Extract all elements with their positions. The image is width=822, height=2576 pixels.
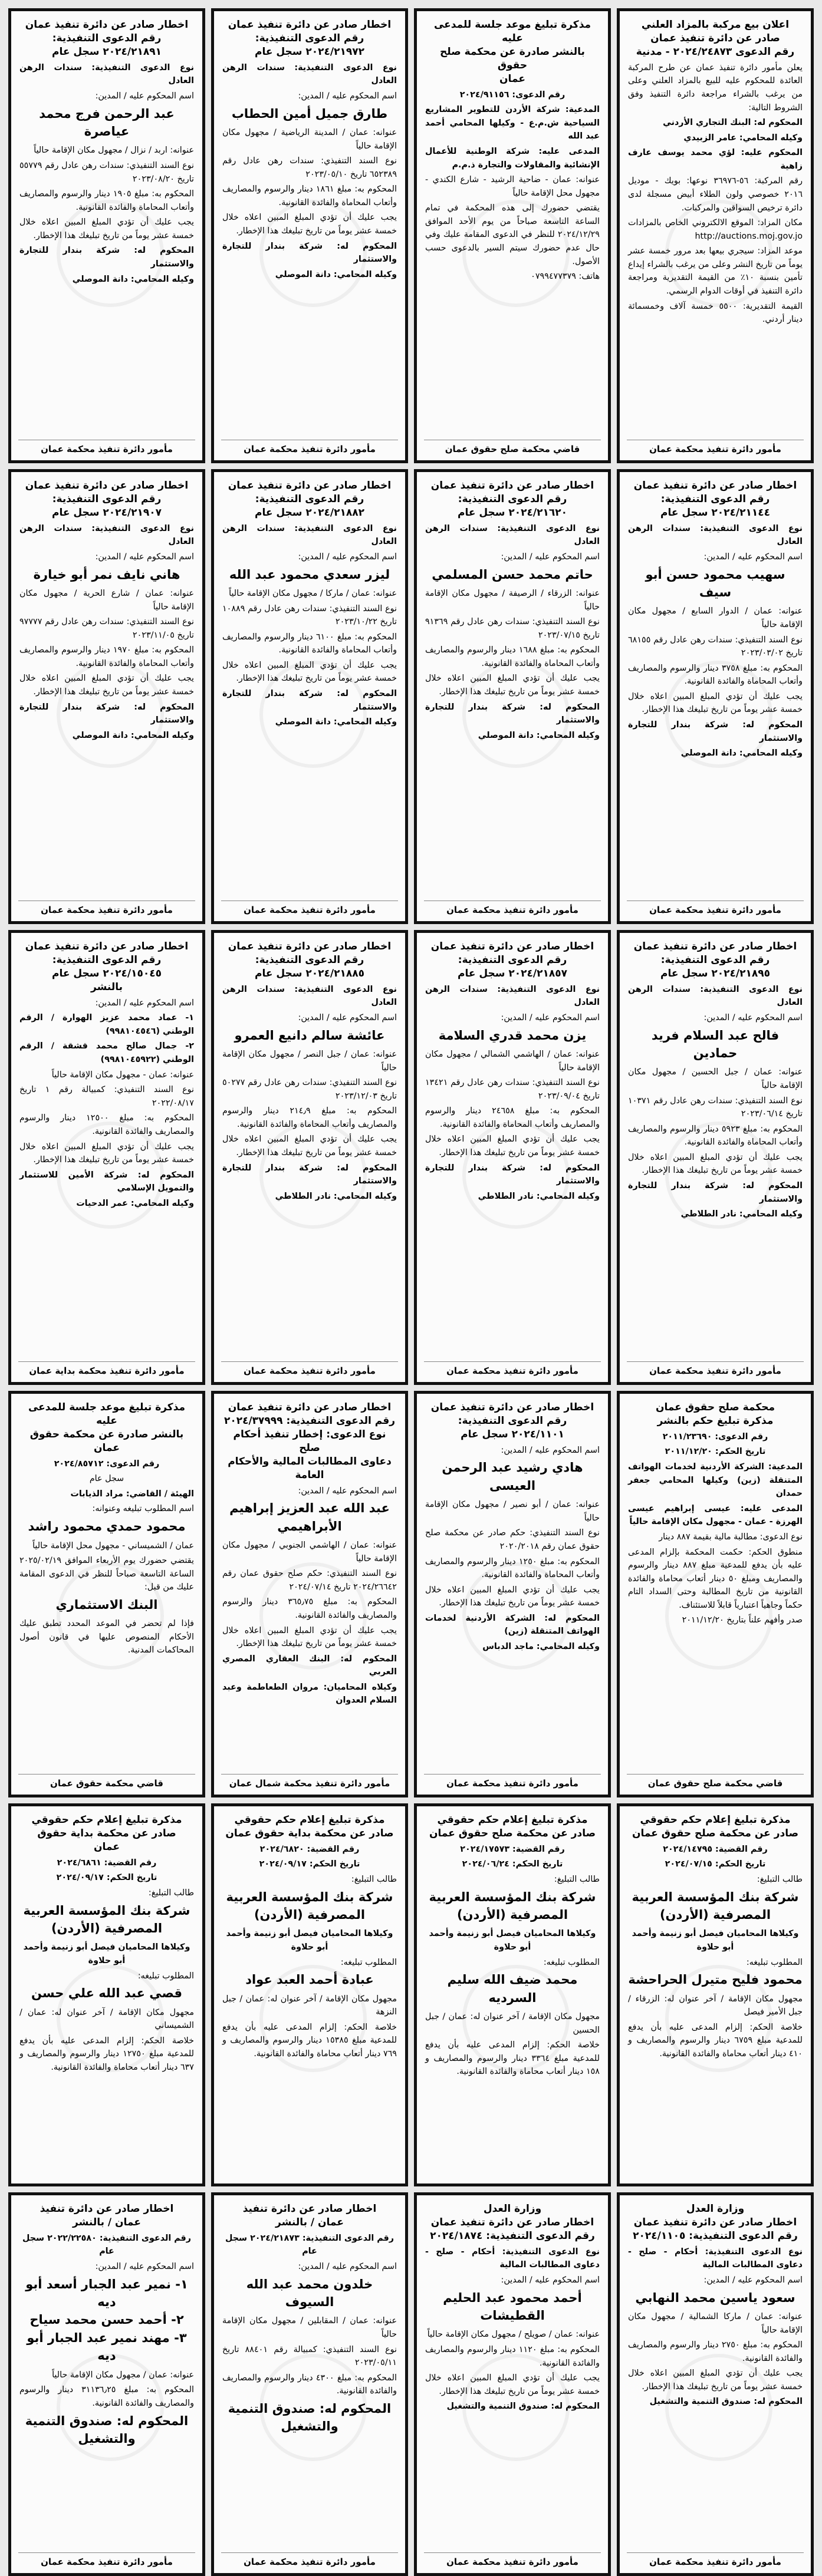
- notice-paragraph: تاريخ الحكم: ٢٠٢٤/٠٦/٢٤: [462, 1859, 563, 1869]
- notice-paragraph: اسم المطلوب تبليغه وعنوانه:: [92, 1504, 194, 1514]
- notice-paragraph: مجهول مكان الإقامة / آخر عنوان له: عمان / الشميساني: [19, 2007, 194, 2031]
- notice-title: اخطار صادر عن دائرة تنفيذ عمان رقم الدعوى التنفيذية: ٢٠٢٤/١٥٠٤٥ سجل عام بالنشر: [25, 941, 189, 993]
- notice-paragraph: رقم الدعوى التنفيذية: ٢٠٢٤/٢١٨٧٣ سجل عام: [225, 2233, 394, 2257]
- notice-paragraph: نوع السند التنفيذي: سندات رهن عادل رقم ٥٥٧٧٩ تاريخ ٢٠٢٣/٠٨/٢٠: [19, 161, 194, 184]
- notice-paragraph: تاريخ الحكم: ٢٠٢٤/٠٩/١٧: [56, 1873, 157, 1883]
- notice-box: [414, 469, 611, 924]
- notice-paragraph: المحكوم له: الشركة الأردنية لخدمات الهواتف المتنقلة (زين): [425, 1613, 600, 1637]
- notice-title: محكمة صلح حقوق عمان مذكرة تبليغ حكم بالنشر: [656, 1401, 775, 1427]
- notice-paragraph: اسم المحكوم عليه / المدين:: [95, 2262, 194, 2272]
- notice-paragraph: خلاصة الحكم: إلزام المدعى عليه بأن يدفع للمدعية مبلغ ١٢٧٥٠ دينار والرسوم والمصاريف و ٦٣٧ دينار أتعاب محاماة والفائدة القانونية.: [19, 2036, 194, 2072]
- notice-title: اخطار صادر عن دائرة تنفيذ عمان / بالنشر: [242, 2203, 377, 2228]
- notice-paragraph: وكيله المحامي: نادر الطلاطي: [275, 1191, 397, 1201]
- notice-title: اخطار صادر عن دائرة تنفيذ عمان رقم الدعوى التنفيذية: ٢٠٢٤/٢١٨٩٥ سجل عام: [633, 941, 797, 979]
- notice-paragraph: يجب عليك أن تؤدي المبلغ المبين اعلاه خلال خمسة عشر يوماً من تاريخ تبليغك هذا الإخطار.: [425, 674, 600, 697]
- notice-paragraph: نوع السند التنفيذي: سندات رهن عادل رقم ٥٠٢٧٧ تاريخ ٢٠٢٣/١٢/٠٣: [222, 1078, 397, 1101]
- notice-title: اعلان بيع مركبة بالمزاد العلني صادر عن دائرة تنفيذ عمان رقم الدعوى ٢٠٢٤/٢٤٨٧٣ - مدنية: [636, 19, 795, 58]
- notice-paragraph: نوع الدعوى: مطالبة مالية بقيمة ٨٨٧ دينار: [659, 1532, 803, 1542]
- notice-box: [211, 2192, 408, 2576]
- notice-paragraph: نوع السند التنفيذي: سندات رهن عادل رقم ١٠٣٧١ تاريخ ٢٠٢٣/٠٦/١٤: [628, 1096, 803, 1119]
- notice-paragraph: هاتف: ٠٧٩٩٤٧٧٣٧٩: [531, 272, 600, 282]
- notice-paragraph: يقتضي حضورك إلى هذه المحكمة في تمام الساعة التاسعة صباحاً من يوم الأحد الموافق ٢٠٢٤/١٢/٢٩ للنظر في الدعوى المقامة عليك وفي حال عدم حضورك سيتم السير بالدعوى حسب الأصول.: [425, 203, 600, 266]
- notice-party-name: خلدون محمد عبد الله السيوف: [246, 2277, 373, 2310]
- notice-paragraph: موعد المزاد: سيجري بيعها بعد مرور خمسة عشر يوماً من تاريخ النشر وعلى من يرغب بالشراء إيداع تأمين بنسبة ١٠٪ من القيمة التقديرية ومراجعة دائرة التنفيذ في أوقات الدوام الرسمي.: [627, 246, 803, 296]
- notice-signature: مأمور دائرة تنفيذ محكمة عمان: [221, 2552, 398, 2567]
- notice-paragraph: اسم المحكوم عليه / المدين:: [703, 2275, 803, 2285]
- notice-box: [211, 930, 408, 1385]
- notice-title: اخطار صادر عن دائرة تنفيذ عمان رقم الدعوى التنفيذية: ٢٠٢٤/٢١٨٥٧ سجل عام: [430, 941, 594, 979]
- notice-paragraph: خلاصة الحكم: إلزام المدعى عليه بأن يدفع للمدعية مبلغ ١٥٣٨٥ دينار والرسوم والمصاريف و ٧٦٩ دينار أتعاب محاماة والفائدة القانونية.: [222, 2022, 397, 2059]
- notice-box: [211, 8, 408, 463]
- notice-paragraph: عنوانه: عمان / صويلح / مجهول مكان الإقامة حالياً: [427, 2330, 600, 2340]
- notice-party-name: عبادة أحمد العبد عواد: [245, 1973, 374, 1987]
- notice-paragraph: خلاصة الحكم: إلزام المدعى عليه بأن يدفع للمدعية مبلغ ٣٣٦٤ دينار والرسوم والمصاريف و ١٥٨ دينار أتعاب محاماة والفائدة القانونية.: [425, 2040, 600, 2077]
- notice-paragraph: المحكوم به: مبلغ ٣٦٥٫٧٥ دينار والرسوم والمصاريف والفائدة القانونية.: [222, 1597, 397, 1620]
- notice-box: [414, 8, 611, 463]
- notice-paragraph: اسم المحكوم عليه / المدين:: [501, 1012, 600, 1023]
- notice-paragraph: المحكوم له: صندوق التنمية والتشغيل: [649, 2397, 803, 2407]
- notice-party-name: عائشة سالم دانيع العمرو: [234, 1028, 385, 1043]
- notice-paragraph: يجب عليك أن تؤدي المبلغ المبين اعلاه خلال خمسة عشر يوماً من تاريخ تبليغك هذا الإخطار.: [628, 2369, 803, 2392]
- notice-paragraph: وكيله المحامي: دانة الموصلي: [72, 274, 194, 284]
- notice-box: [8, 1803, 205, 2186]
- notice-paragraph: المدعية: شركة الأردن للتطوير المشاريع السياحية ش.م.ع - وكيلها المحامي أحمد عبد الله: [425, 105, 600, 141]
- notice-paragraph: رقم القضية: ٢٠٢٤/٦٨٢٠: [259, 1844, 360, 1854]
- notice-paragraph: نوع السند التنفيذي: سندات رهن عادل رقم ٦٥٢٣٨٩ تاريخ ٢٠٢٣/٠٥/١٠: [222, 156, 397, 179]
- notice-party-name: حاتم محمد حسن المسلمي: [432, 567, 593, 582]
- notice-box: [617, 1803, 814, 2186]
- notice-paragraph: ٢- جمال صالح محمد قشقة / الرقم الوطني (٩٩٨١٠٤٥٩٢٢): [19, 1041, 194, 1065]
- notice-party-name: ١- نمير عبد الجبار أسعد أبو ديه ٢- أحمد حسن محمد سياح ٣- مهند نمير عبد الجبار أبو ديه: [25, 2277, 188, 2363]
- notice-title: اخطار صادر عن دائرة تنفيذ عمان رقم الدعوى التنفيذية: ٢٠٢٤/٣٧٩٩٩ نوع الدعوى: إخطار تنفيذ أحكام صلح دعاوى المطالبات المالية والأحكام العامة: [223, 1401, 396, 1481]
- notice-paragraph: اسم المحكوم عليه / المدين:: [298, 552, 397, 562]
- notice-paragraph: المحكوم له: شركة الأمين للاستثمار والتمويل الإسلامي: [19, 1170, 194, 1193]
- notice-title: اخطار صادر عن دائرة تنفيذ عمان رقم الدعوى التنفيذية: ٢٠٢٤/٢١٦٢٠ سجل عام: [430, 480, 594, 519]
- notice-signature: مأمور دائرة تنفيذ محكمة عمان: [221, 440, 398, 454]
- notice-signature: مأمور دائرة تنفيذ محكمة عمان: [221, 1361, 398, 1376]
- notice-paragraph: يجب عليك أن تؤدي المبلغ المبين اعلاه خلال خمسة عشر يوماً من تاريخ تبليغك هذا الإخطار.: [222, 1134, 397, 1158]
- notice-paragraph: وكيله المحامي: دانة الموصلي: [72, 730, 194, 740]
- notice-paragraph: نوع السند التنفيذي: سندات رهن عادل رقم ٦٨١٥٥ تاريخ ٢٠٢٣/٠٣/٠٢: [628, 635, 803, 658]
- notice-party-name: محمد ضيف الله سليم السرديه: [447, 1973, 578, 2005]
- notice-paragraph: اسم المحكوم عليه / المدين:: [501, 2275, 600, 2285]
- notice-paragraph: وكيلاه المحاميان: مروان الطعاطمة وعبد السلام العدوان: [222, 1682, 397, 1706]
- notice-box: [211, 1391, 408, 1797]
- notice-paragraph: يجب عليك أن تؤدي المبلغ المبين اعلاه خلال خمسة عشر يوماً من تاريخ تبليغك هذا الإخطار.: [425, 1134, 600, 1158]
- notice-paragraph: عنوانه: عمان - ضاحية الرشيد - شارع الكندي - مجهول محل الإقامة حالياً: [425, 175, 600, 198]
- notice-paragraph: طالب التبليغ:: [351, 1875, 397, 1885]
- notice-box: [211, 1803, 408, 2186]
- notice-signature: مأمور دائرة تنفيذ محكمة عمان: [627, 440, 804, 454]
- notice-paragraph: منطوق الحكم: حكمت المحكمة بإلزام المدعى عليه بأن يدفع للمدعية مبلغ ٨٨٧ دينار والرسوم والمصاريف ومبلغ ٥٠ دينار أتعاب محاماة والفائدة القانونية من تاريخ المطالبة وحتى السداد التام حكماً وجاهياً اعتبارياً قابلاً للاستئناف.: [628, 1547, 803, 1610]
- notice-paragraph: نوع السند التنفيذي: سندات رهن عادل رقم ١٣٤٢١ تاريخ ٢٠٢٣/٠٩/٠٤: [425, 1078, 600, 1101]
- notice-paragraph: المحكوم به: مبلغ ٤٣٠٠ دينار والرسوم والمصاريف والفائدة القانونية.: [222, 2373, 397, 2396]
- notice-paragraph: نوع السند التنفيذي: سندات رهن عادل رقم ٩٧٧٧٧ تاريخ ٢٠٢٣/١١/٠٥: [19, 617, 194, 640]
- notice-signature: مأمور دائرة تنفيذ محكمة عمان: [18, 440, 195, 454]
- notice-signature: مأمور دائرة تنفيذ محكمة شمال عمان: [221, 1774, 398, 1789]
- notice-box: [8, 1391, 205, 1797]
- notice-paragraph: سجل عام: [89, 1474, 124, 1484]
- notice-paragraph: المحكوم له: شركة بندار للتجارة والاستثمار: [222, 689, 397, 712]
- notice-paragraph: تاريخ الحكم: ٢٠١١/١٢/٢٠: [665, 1447, 766, 1457]
- notice-paragraph: المحكوم به: مبلغ ١٨٦١ دينار والرسوم والمصاريف وأتعاب المحاماة والفائدة القانونية.: [222, 184, 397, 207]
- notice-paragraph: عنوانه: اربد / نزال / مجهول مكان الإقامة حالياً: [34, 146, 194, 156]
- notice-paragraph: المحكوم له: شركة بندار للتجارة والاستثمار: [222, 1163, 397, 1186]
- notice-signature: مأمور دائرة تنفيذ محكمة عمان: [18, 2552, 195, 2567]
- notice-party-name: البنك الاستثماري: [55, 1597, 158, 1612]
- notice-box: [8, 930, 205, 1385]
- notice-paragraph: عنوانه: عمان / مجهول مكان الإقامة حالياً: [52, 2370, 194, 2380]
- notice-paragraph: المطلوب تبليغه:: [746, 1957, 803, 1967]
- notice-paragraph: طالب التبليغ:: [554, 1875, 600, 1885]
- notice-paragraph: طالب التبليغ:: [757, 1875, 803, 1885]
- notice-paragraph: عنوانه: الزرقاء / الرصيفة / مجهول مكان الإقامة حالياً: [425, 588, 600, 612]
- notice-paragraph: المحكوم له: البنك العقاري المصري العربي: [222, 1654, 397, 1677]
- notice-party-name: شركة بنك المؤسسة العربية المصرفية (الأردن): [429, 1889, 596, 1922]
- notice-paragraph: عنوانه: عمان / المدينة الرياضية / مجهول مكان الإقامة حالياً: [222, 127, 397, 151]
- notice-signature: مأمور دائرة تنفيذ محكمة بداية عمان: [18, 1361, 195, 1376]
- notice-paragraph: عنوانه: عمان / جبل الحسين / مجهول مكان الإقامة حالياً: [628, 1067, 803, 1090]
- notice-paragraph: عنوانه: عمان / جبل النصر / مجهول مكان الإقامة حالياً: [222, 1049, 397, 1073]
- notice-paragraph: وكيله المحامي: دانة الموصلي: [680, 748, 803, 758]
- notice-party-name: شركة بنك المؤسسة العربية المصرفية (الأردن): [226, 1889, 393, 1922]
- notice-title: اخطار صادر عن دائرة تنفيذ عمان / بالنشر: [40, 2203, 174, 2228]
- notice-paragraph: عنوانه: عمان / شارع الحرية / مجهول مكان الإقامة حالياً: [19, 588, 194, 612]
- notice-box: [617, 1391, 814, 1797]
- notice-paragraph: اسم المحكوم عليه / المدين:: [95, 91, 194, 101]
- notice-paragraph: نوع السند التنفيذي: حكم صلح حقوق عمان رقم ٢٠٢٤/٢٦٦٤٢ تاريخ ٢٠٢٤/٠٧/١٤: [222, 1569, 397, 1592]
- notice-signature: مأمور دائرة تنفيذ محكمة عمان: [424, 1774, 601, 1789]
- notice-paragraph: المحكوم له: شركة بندار للتجارة والاستثمار: [19, 702, 194, 725]
- notice-paragraph: عنوانه: عمان / ماركا الشمالية / مجهول مكان الإقامة حالياً: [628, 2311, 803, 2335]
- notice-paragraph: رقم الدعوى التنفيذية: ٢٠٢٢/٢٢٥٨٠ سجل عام: [22, 2233, 192, 2257]
- notice-paragraph: المحكوم به: مبلغ ١١٢٠ دينار والرسوم والمصاريف والفائدة القانونية.: [425, 2345, 600, 2368]
- notice-paragraph: تاريخ الحكم: ٢٠٢٤/٠٧/١٥: [665, 1859, 766, 1869]
- notice-title: اخطار صادر عن دائرة تنفيذ عمان رقم الدعوى التنفيذية: ٢٠٢٤/٢١٩٠٧ سجل عام: [25, 480, 189, 519]
- notice-paragraph: مجهول مكان الإقامة / آخر عنوان له: عمان / جبل الحسين: [425, 2012, 600, 2035]
- notice-party-name: المحكوم له: صندوق التنمية والتشغيل: [25, 2413, 189, 2446]
- notice-party-name: هادي رشيد عبد الرحمن العيسى: [442, 1460, 583, 1493]
- notice-paragraph: المحكوم به: مبلغ ٢٧٥٠ دينار والرسوم والمصاريف والفائدة القانونية.: [628, 2340, 803, 2363]
- notice-paragraph: وكيله المحامي: دانة الموصلي: [478, 730, 600, 740]
- notice-paragraph: اسم المحكوم عليه / المدين:: [298, 91, 397, 101]
- notice-paragraph: عمان / الشميساني - مجهول محل الإقامة حالياً: [32, 1541, 194, 1551]
- notice-signature: قاضي محكمة حقوق عمان: [18, 1774, 195, 1789]
- notice-paragraph: وكيله المحامي: نادر الطلاطي: [680, 1209, 803, 1219]
- notice-paragraph: ١- عماد محمد عزيز الهوارة / الرقم الوطني (٩٩٨١٠٤٥٤٦): [19, 1013, 194, 1036]
- notice-paragraph: نوع السند التنفيذي: سندات رهن عادل رقم ٩١٣٦٩ تاريخ ٢٠٢٣/٠٧/١٥: [425, 617, 600, 640]
- notice-paragraph: نوع الدعوى التنفيذية: سندات الرهن العادل: [425, 984, 600, 1008]
- notice-paragraph: اسم المحكوم عليه / المدين:: [95, 552, 194, 562]
- notice-paragraph: المطلوب تبليغه:: [137, 1971, 194, 1981]
- notice-paragraph: وكيله المحامي: ماجد الدباس: [482, 1642, 600, 1652]
- notice-paragraph: وكيلاها المحاميان فيصل أبو زنيمة وأحمد أبو حلاوة: [23, 1942, 190, 1965]
- notice-paragraph: يجب عليك أن تؤدي المبلغ المبين اعلاه خلال خمسة عشر يوماً من تاريخ تبليغك هذا الإخطار.: [628, 1152, 803, 1176]
- notice-paragraph: اسم المحكوم عليه / المدين:: [703, 1012, 803, 1023]
- notice-title: وزارة العدل اخطار صادر عن دائرة تنفيذ عمان رقم الدعوى التنفيذية: ٢٠٢٤/١١٠٥: [633, 2203, 798, 2242]
- notice-paragraph: نوع الدعوى التنفيذية: سندات الرهن العادل: [222, 62, 397, 86]
- notice-paragraph: رقم الدعوى: ٢٠٢٤/٩١١٥٦: [459, 90, 565, 100]
- notice-title: مذكرة تبليغ إعلام حكم حقوقي صادر عن محكمة صلح حقوق عمان: [632, 1814, 799, 1839]
- notice-paragraph: المحكوم به: مبلغ ١٢٥٠٠ دينار والرسوم والمصاريف والفائدة القانونية.: [19, 1113, 194, 1136]
- notice-paragraph: اسم المحكوم عليه / المدين:: [298, 2262, 397, 2272]
- notice-paragraph: نوع الدعوى التنفيذية: سندات الرهن العادل: [19, 523, 194, 547]
- notice-paragraph: المحكوم له: شركة بندار للتجارة والاستثمار: [425, 702, 600, 725]
- notice-paragraph: نوع الدعوى التنفيذية: سندات الرهن العادل: [222, 984, 397, 1008]
- notice-paragraph: عنوانه: عمان / ماركا / مجهول مكان الإقامة حالياً: [229, 588, 397, 598]
- notice-paragraph: رقم الدعوى: ٢٠٢٤/٨٥٧١٢: [54, 1459, 160, 1469]
- notice-paragraph: المحكوم له: شركة بندار للتجارة والاستثمار: [19, 246, 194, 269]
- notice-paragraph: يجب عليك أن تؤدي المبلغ المبين اعلاه خلال خمسة عشر يوماً من تاريخ تبليغك هذا الإخطار.: [19, 1142, 194, 1165]
- notice-signature: مأمور دائرة تنفيذ محكمة عمان: [627, 1361, 804, 1376]
- notice-party-name: سهيب محمود حسن أبو سيف: [645, 567, 785, 599]
- notice-signature: مأمور دائرة تنفيذ محكمة عمان: [627, 2552, 804, 2567]
- notice-paragraph: رقم القضية: ٢٠٢٤/١٤٧٩٥: [663, 1844, 768, 1854]
- notice-party-name: قصي عبد الله علي حسن: [31, 1986, 182, 2001]
- notice-paragraph: وكيله المحامي: عامر الزبيدي: [683, 133, 803, 143]
- notice-title: مذكرة تبليغ إعلام حكم حقوقي صادر عن محكمة بداية حقوق عمان: [225, 1814, 394, 1839]
- notice-title: اخطار صادر عن دائرة تنفيذ عمان رقم الدعوى التنفيذية: ٢٠٢٤/٢١٨٩١ سجل عام: [25, 19, 189, 58]
- notice-paragraph: خلاصة الحكم: إلزام المدعى عليه بأن يدفع للمدعية مبلغ ٦٧٥٩ دينار والرسوم والمصاريف و ٤١٠ دينار أتعاب محاماة والفائدة القانونية.: [628, 2022, 803, 2059]
- notice-paragraph: نوع الدعوى التنفيذية: سندات الرهن العادل: [628, 523, 803, 547]
- notice-party-name: هاني نايف نمر أبو خيارة: [33, 567, 180, 582]
- notice-paragraph: رقم المركبة: ٥٦-٣٦٩٧٦ نوعها: بويك - موديل ٢٠١٦ خصوصي ولون الطلاء أبيض مسجلة لدى دائرة ترخيص السواقين والمركبات.: [628, 176, 803, 213]
- notice-box: [617, 2192, 814, 2576]
- notice-paragraph: وكيلاها المحاميان فيصل أبو زنيمة وأحمد أبو حلاوة: [632, 1929, 799, 1952]
- notice-title: مذكرة تبليغ موعد جلسة للمدعى عليه بالنشر صادرة عن محكمة حقوق عمان: [28, 1401, 186, 1454]
- notice-paragraph: يجب عليك أن تؤدي المبلغ المبين اعلاه خلال خمسة عشر يوماً من تاريخ تبليغك هذا الإخطار.: [19, 674, 194, 697]
- notice-paragraph: المحكوم به: مبلغ ٣١١٣٦٫٢٥ دينار والرسوم والمصاريف والفائدة القانونية.: [19, 2385, 194, 2408]
- notice-paragraph: المحكوم له: شركة بندار للتجارة والاستثمار: [425, 1163, 600, 1186]
- notice-paragraph: تاريخ الحكم: ٢٠٢٤/٠٩/١٧: [259, 1859, 360, 1869]
- notice-paragraph: المحكوم به: مبلغ ٦١٠٠ دينار والرسوم والمصاريف وأتعاب المحاماة والفائدة القانونية.: [222, 632, 397, 655]
- notice-paragraph: المحكوم به: مبلغ ٣٧٥٨ دينار والرسوم والمصاريف وأتعاب المحاماة والفائدة القانونية.: [628, 663, 803, 687]
- notice-paragraph: مكان المزاد: الموقع الالكتروني الخاص بالمزادات http://auctions.moj.gov.jo: [628, 218, 803, 241]
- notice-paragraph: يجب عليك أن تؤدي المبلغ المبين اعلاه خلال خمسة عشر يوماً من تاريخ تبليغك هذا الإخطار.: [222, 213, 397, 236]
- notice-title: اخطار صادر عن دائرة تنفيذ عمان رقم الدعوى التنفيذية: ٢٠٢٤/٢١١٤٤ سجل عام: [633, 480, 797, 519]
- notice-paragraph: المحكوم له: شركة بندار للتجارة والاستثمار: [628, 720, 803, 743]
- notice-party-name: أحمد محمود عبد الحليم القطيشات: [443, 2290, 582, 2323]
- notice-paragraph: فإذا لم تحضر في الموعد المحدد تطبق عليك الأحكام المنصوص عليها في قانون أصول المحاكمات المدنية.: [19, 1619, 194, 1655]
- notice-paragraph: القيمة التقديرية: ٥٥٠٠ خمسة آلاف وخمسمائة دينار أردني.: [628, 301, 803, 325]
- notice-paragraph: رقم الدعوى: ٢٠١١/٢٣٦٩٠: [662, 1432, 768, 1442]
- notice-paragraph: صدر وأفهم علناً بتاريخ ٢٠١١/١٢/٢٠: [682, 1615, 803, 1625]
- notice-paragraph: المدعى عليه: شركة الوطنية للأعمال الإنشائية والمقاولات والتجارة ذ.م.م: [425, 147, 600, 170]
- notice-title: اخطار صادر عن دائرة تنفيذ عمان رقم الدعوى التنفيذية: ٢٠٢٤/١١٠١ سجل عام: [430, 1401, 594, 1440]
- notice-paragraph: نوع الدعوى التنفيذية: أحكام - صلح - دعاوى المطالبات المالية: [628, 2247, 803, 2270]
- notice-signature: مأمور دائرة تنفيذ محكمة عمان: [627, 901, 804, 915]
- notice-paragraph: المحكوم به: مبلغ ١٩٧٠ دينار والرسوم والمصاريف وأتعاب المحاماة والفائدة القانونية.: [19, 645, 194, 668]
- notice-paragraph: المحكوم به: مبلغ ١٢٥٠ دينار والرسوم والمصاريف وأتعاب المحاماة والفائدة القانونية.: [425, 1556, 600, 1580]
- notice-paragraph: وكيلاها المحاميان فيصل أبو زنيمة وأحمد أبو حلاوة: [226, 1929, 393, 1952]
- notice-paragraph: المحكوم به: مبلغ ٥٩٢٣ دينار والرسوم والمصاريف وأتعاب المحاماة والفائدة القانونية.: [628, 1124, 803, 1147]
- notice-paragraph: نوع السند التنفيذي: حكم صادر عن محكمة صلح حقوق عمان رقم ٢٠٢٠/٢٠١٨: [425, 1528, 600, 1551]
- notice-paragraph: وكيله المحامي: دانة الموصلي: [275, 269, 397, 279]
- notice-paragraph: المحكوم له: شركة بندار للتجارة والاستثمار: [222, 241, 397, 265]
- notice-paragraph: وكيلاها المحاميان فيصل أبو زنيمة وأحمد أبو حلاوة: [429, 1929, 596, 1952]
- notice-box: [617, 469, 814, 924]
- notice-paragraph: المحكوم عليه: لؤي محمد يوسف عارف زاهية: [628, 148, 803, 171]
- notice-title: وزارة العدل اخطار صادر عن دائرة تنفيذ عمان رقم الدعوى التنفيذية: ٢٠٢٤/١٨٧٤: [430, 2203, 595, 2242]
- notice-box: [414, 2192, 611, 2576]
- notice-paragraph: طالب التبليغ:: [148, 1888, 194, 1898]
- notice-paragraph: يعلن مأمور دائرة تنفيذ عمان عن طرح المركبة العائدة للمحكوم عليه للبيع بالمزاد العلني وعلى من يرغب بالشراء مراجعة دائرة التنفيذ وفق الشروط التالية:: [628, 62, 803, 113]
- notices-grid: [8, 8, 814, 2565]
- notice-paragraph: عنوانه: عمان / الهاشمي الشمالي / مجهول مكان الإقامة حالياً: [425, 1049, 600, 1073]
- notice-party-name: شركة بنك المؤسسة العربية المصرفية (الأردن): [632, 1889, 799, 1922]
- notice-paragraph: وكيله المحامي: عمر الدحيات: [76, 1198, 194, 1208]
- notice-title: اخطار صادر عن دائرة تنفيذ عمان رقم الدعوى التنفيذية: ٢٠٢٤/٢١٨٨٥ سجل عام: [228, 941, 392, 979]
- notice-paragraph: اسم المحكوم عليه / المدين:: [501, 1445, 600, 1455]
- notice-signature: مأمور دائرة تنفيذ محكمة عمان: [424, 1361, 601, 1376]
- notice-party-name: سعود ياسين محمد النهابي: [635, 2290, 795, 2305]
- notice-box: [617, 8, 814, 463]
- notice-paragraph: المطلوب تبليغه:: [340, 1957, 397, 1967]
- notice-paragraph: عنوانه: عمان / الدوار السابع / مجهول مكان الإقامة حالياً: [628, 606, 803, 629]
- notice-paragraph: وكيله المحامي: دانة الموصلي: [275, 717, 397, 727]
- notice-title: مذكرة تبليغ موعد جلسة للمدعى عليه بالنشر صادرة عن محكمة صلح حقوق عمان: [433, 19, 591, 85]
- notice-paragraph: يجب عليك أن تؤدي المبلغ المبين اعلاه خلال خمسة عشر يوماً من تاريخ تبليغك هذا الإخطار.: [19, 217, 194, 240]
- notice-party-name: محمود فليح متيرل الحراحشة: [628, 1973, 803, 1987]
- notice-paragraph: نوع الدعوى التنفيذية: أحكام - صلح - دعاوى المطالبات المالية: [425, 2247, 600, 2270]
- notice-paragraph: يجب عليك أن تؤدي المبلغ المبين اعلاه خلال خمسة عشر يوماً من تاريخ تبليغك هذا الإخطار.: [628, 691, 803, 715]
- notice-box: [8, 469, 205, 924]
- notice-paragraph: نوع الدعوى التنفيذية: سندات الرهن العادل: [425, 523, 600, 547]
- notice-paragraph: اسم المحكوم عليه / المدين:: [501, 552, 600, 562]
- notice-paragraph: عنوانه: عمان - مجهول مكان الإقامة حالياً: [51, 1070, 194, 1080]
- notice-paragraph: يجب عليك أن تؤدي المبلغ المبين اعلاه خلال خمسة عشر يوماً من تاريخ تبليغك هذا الإخطار.: [425, 1585, 600, 1608]
- notice-paragraph: يجب عليك أن تؤدي المبلغ المبين اعلاه خلال خمسة عشر يوماً من تاريخ تبليغك هذا الإخطار.: [425, 2373, 600, 2396]
- notice-paragraph: يجب عليك أن تؤدي المبلغ المبين اعلاه خلال خمسة عشر يوماً من تاريخ تبليغك هذا الإخطار.: [222, 660, 397, 684]
- notice-paragraph: نوع السند التنفيذي: سندات رهن عادل رقم ١٠٨٨٩ تاريخ ٢٠٢٣/١٠/٢٢: [222, 603, 397, 627]
- notice-paragraph: رقم القضية: ٢٠٢٤/٦٨٦١: [57, 1858, 157, 1868]
- notice-paragraph: اسم المحكوم عليه / المدين:: [298, 1012, 397, 1023]
- notice-paragraph: وكيله المحامي: نادر الطلاطي: [478, 1191, 600, 1201]
- notice-paragraph: اسم المحكوم عليه / المدين:: [95, 998, 194, 1008]
- notice-paragraph: عنوانه: عمان / أبو نصير / مجهول مكان الإقامة حالياً: [425, 1500, 600, 1523]
- notice-title: مذكرة تبليغ إعلام حكم حقوقي صادر عن محكمة بداية حقوق عمان: [31, 1814, 182, 1853]
- notice-party-name: محمود حمدي محمود راشد: [28, 1519, 186, 1534]
- notice-paragraph: المطلوب تبليغه:: [543, 1957, 600, 1967]
- notice-signature: مأمور دائرة تنفيذ محكمة عمان: [18, 901, 195, 915]
- notice-box: [414, 930, 611, 1385]
- notice-paragraph: نوع السند التنفيذي: كمبيالة رقم ١ تاريخ ٢٠٢٢/٠٨/١٧: [19, 1085, 194, 1108]
- notice-party-name: طارق جميل أمين الحطاب: [231, 106, 388, 121]
- notice-paragraph: مجهول مكان الإقامة / آخر عنوان له: الزرقاء / جبل الأمير فيصل: [628, 1994, 803, 2017]
- notice-paragraph: عنوانه: عمان / المقابلين / مجهول مكان الإقامة حالياً: [222, 2316, 397, 2340]
- notice-paragraph: المحكوم به: مبلغ ٢١٤٫٩ دينار والرسوم والمصاريف وأتعاب المحاماة والفائدة القانونية.: [222, 1106, 397, 1129]
- notice-paragraph: المحكوم به: مبلغ ١٦٨٨ دينار والرسوم والمصاريف وأتعاب المحاماة والفائدة القانونية.: [425, 645, 600, 668]
- notice-paragraph: رقم القضية: ٢٠٢٤/١٧٥٧٣: [460, 1844, 565, 1854]
- notice-party-name: فالح عبد السلام فريد حمادين: [651, 1028, 780, 1060]
- notice-party-name: عبد الله عبد العزيز إبراهيم الأبراهيمي: [229, 1501, 390, 1533]
- notice-box: [211, 469, 408, 924]
- notice-paragraph: نوع السند التنفيذي: كمبيالة رقم ٨٨٤٠١ تاريخ ٢٠٢٣/٠٥/١١: [222, 2344, 397, 2368]
- notice-signature: مأمور دائرة تنفيذ محكمة عمان: [424, 901, 601, 915]
- notice-paragraph: نوع الدعوى التنفيذية: سندات الرهن العادل: [628, 984, 803, 1008]
- notice-paragraph: عنوانه: عمان / الهاشمي الجنوبي / مجهول مكان الإقامة حالياً: [222, 1541, 397, 1564]
- notice-paragraph: المدعى عليه: عيسى إبراهيم عيسى الهرزة - عمان - مجهول مكان الإقامة حالياً: [628, 1503, 803, 1527]
- notice-party-name: ليزر سعدي محمود عبد الله: [229, 567, 390, 582]
- notice-paragraph: المحكوم به: مبلغ ٢٤٦٥٨ دينار والرسوم والمصاريف وأتعاب المحاماة والفائدة القانونية.: [425, 1106, 600, 1129]
- notice-paragraph: اسم المحكوم عليه / المدين:: [703, 552, 803, 562]
- notice-paragraph: المحكوم له: صندوق التنمية والتشغيل: [446, 2402, 600, 2412]
- notice-box: [414, 1803, 611, 2186]
- notice-party-name: عبد الرحمن فرج محمد عياصرة: [39, 106, 175, 138]
- notice-box: [8, 8, 205, 463]
- notice-signature: قاضي محكمة صلح حقوق عمان: [424, 440, 601, 454]
- notice-title: اخطار صادر عن دائرة تنفيذ عمان رقم الدعوى التنفيذية: ٢٠٢٤/٢١٨٨٢ سجل عام: [228, 480, 392, 519]
- notice-paragraph: المحكوم له: البنك التجاري الأردني: [663, 118, 803, 128]
- notice-signature: مأمور دائرة تنفيذ محكمة عمان: [221, 901, 398, 915]
- notice-paragraph: المدعية: الشركة الأردنية لخدمات الهواتف المتنقلة (زين) وكيلها المحامي جعفر حمدان: [628, 1462, 803, 1499]
- notice-paragraph: يجب عليك أن تؤدي المبلغ المبين اعلاه خلال خمسة عشر يوماً من تاريخ تبليغك هذا الإخطار.: [222, 1625, 397, 1649]
- notice-party-name: يزن محمد قدري السلامة: [438, 1028, 587, 1043]
- notice-paragraph: يقتضي حضورك يوم الأربعاء الموافق ٢٠٢٥/٠٢/١٩ الساعة التاسعة صباحاً للنظر في الدعوى المقامة عليك من قبل:: [19, 1556, 194, 1592]
- notice-paragraph: المحكوم له: شركة بندار للتجارة والاستثمار: [628, 1181, 803, 1204]
- notice-title: مذكرة تبليغ إعلام حكم حقوقي صادر عن محكمة صلح حقوق عمان: [429, 1814, 596, 1839]
- notice-party-name: المحكوم له: صندوق التنمية والتشغيل: [228, 2401, 392, 2434]
- notice-signature: مأمور دائرة تنفيذ محكمة عمان: [424, 2552, 601, 2567]
- notice-paragraph: مجهول مكان الإقامة / آخر عنوان له: عمان / جبل النزهة: [222, 1994, 397, 2017]
- notice-signature: قاضي محكمة صلح حقوق عمان: [627, 1774, 804, 1789]
- notice-paragraph: نوع الدعوى التنفيذية: سندات الرهن العادل: [222, 523, 397, 547]
- notice-box: [414, 1391, 611, 1797]
- notice-paragraph: نوع الدعوى التنفيذية: سندات الرهن العادل: [19, 62, 194, 86]
- notice-paragraph: الهيئة / القاضي: مراد الذيابات: [70, 1489, 194, 1499]
- notice-paragraph: اسم المحكوم عليه / المدين:: [298, 1486, 397, 1496]
- notice-box: [8, 2192, 205, 2576]
- notice-paragraph: المحكوم به: مبلغ ١٩٠٥ دينار والرسوم والمصاريف وأتعاب المحاماة والفائدة القانونية.: [19, 189, 194, 212]
- notice-party-name: شركة بنك المؤسسة العربية المصرفية (الأردن): [23, 1903, 190, 1935]
- notice-box: [617, 930, 814, 1385]
- notice-title: اخطار صادر عن دائرة تنفيذ عمان رقم الدعوى التنفيذية: ٢٠٢٤/٢١٩٧٢ سجل عام: [228, 19, 392, 58]
